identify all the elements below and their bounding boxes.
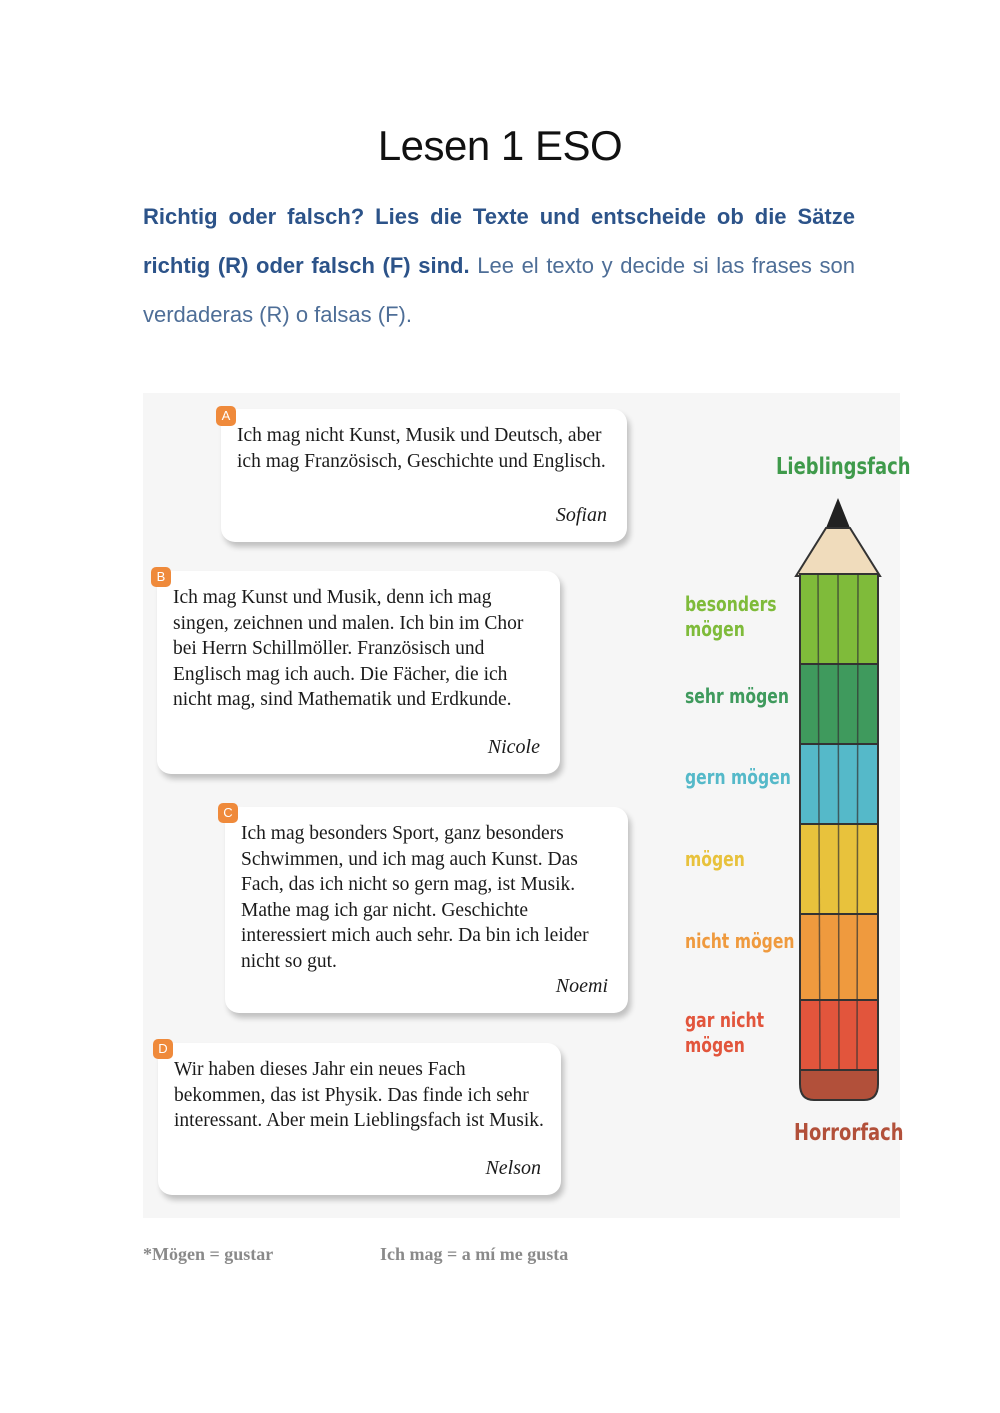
pencil-band-besonders <box>800 574 878 664</box>
page-title: Lesen 1 ESO <box>377 122 623 169</box>
scale-level-nicht: nicht mögen <box>685 929 795 953</box>
letter-badge-b: B <box>151 567 171 587</box>
text-card-b <box>157 571 560 774</box>
instructions <box>143 192 855 339</box>
pencil-eraser <box>800 1070 878 1100</box>
text-card-d <box>158 1043 561 1195</box>
scale-top-label: Lieblingsfach <box>776 454 911 480</box>
letter-badge-a: A <box>216 406 236 426</box>
scale-level-gern: gern mögen <box>685 765 791 789</box>
footer-note-left: *Mögen = gustar <box>143 1244 274 1264</box>
text-card-body: Ich mag Kunst und Musik, denn ich mag singen, zeichnen und malen. Ich bin im Chor bei Herrn Schillmöller. Französisch und Englisch mag ich auch. Die Fächer, die ich nicht mag, sind Mathematik und Erdkunde. <box>173 587 524 710</box>
text-card-author: Nelson <box>485 1156 541 1179</box>
text-card-author: Nicole <box>487 735 540 758</box>
instruction-spanish: Lee el texto y decide si las frases son verdaderas (R) o falsas (F). <box>143 253 855 327</box>
letter-badge-d: D <box>153 1039 173 1059</box>
scale-level-gar-nicht: gar nicht mögen <box>685 1008 765 1057</box>
text-card-a <box>221 409 627 542</box>
pencil-wood <box>796 528 880 576</box>
text-card-body: Ich mag nicht Kunst, Musik und Deutsch, aber ich mag Französisch, Geschichte und Englisch. <box>237 425 606 472</box>
text-card-author: Noemi <box>555 974 608 997</box>
scale-level-sehr: sehr mögen <box>685 684 789 708</box>
text-card-c <box>225 807 628 1013</box>
text-card-body: Ich mag besonders Sport, ganz besonders Schwimmen, und ich mag auch Kunst. Das Fach, das ich nicht so gern mag, ist Musik. Mathe mag ich gar nicht. Geschichte interessiert mich auch sehr. Da bin ich leider nicht so gut. <box>241 823 589 972</box>
scale-level-moegen: mögen <box>685 847 745 871</box>
pencil-scale-icon <box>778 488 898 1108</box>
pencil-lead <box>826 498 850 528</box>
text-card-author: Sofian <box>555 503 607 526</box>
footer-note-right: Ich mag = a mí me gusta <box>380 1244 569 1264</box>
scale-bottom-label: Horrorfach <box>794 1120 904 1146</box>
scale-level-besonders: besonders mögen <box>685 592 777 641</box>
text-card-body: Wir haben dieses Jahr ein neues Fach bekommen, das ist Physik. Das finde ich sehr interessant. Aber mein Lieblingsfach ist Musik. <box>174 1059 544 1131</box>
instruction-german: Richtig oder falsch? Lies die Texte und entscheide ob die Sätze richtig (R) oder falsch (F) sind. <box>143 204 855 278</box>
letter-badge-c: C <box>218 803 238 823</box>
